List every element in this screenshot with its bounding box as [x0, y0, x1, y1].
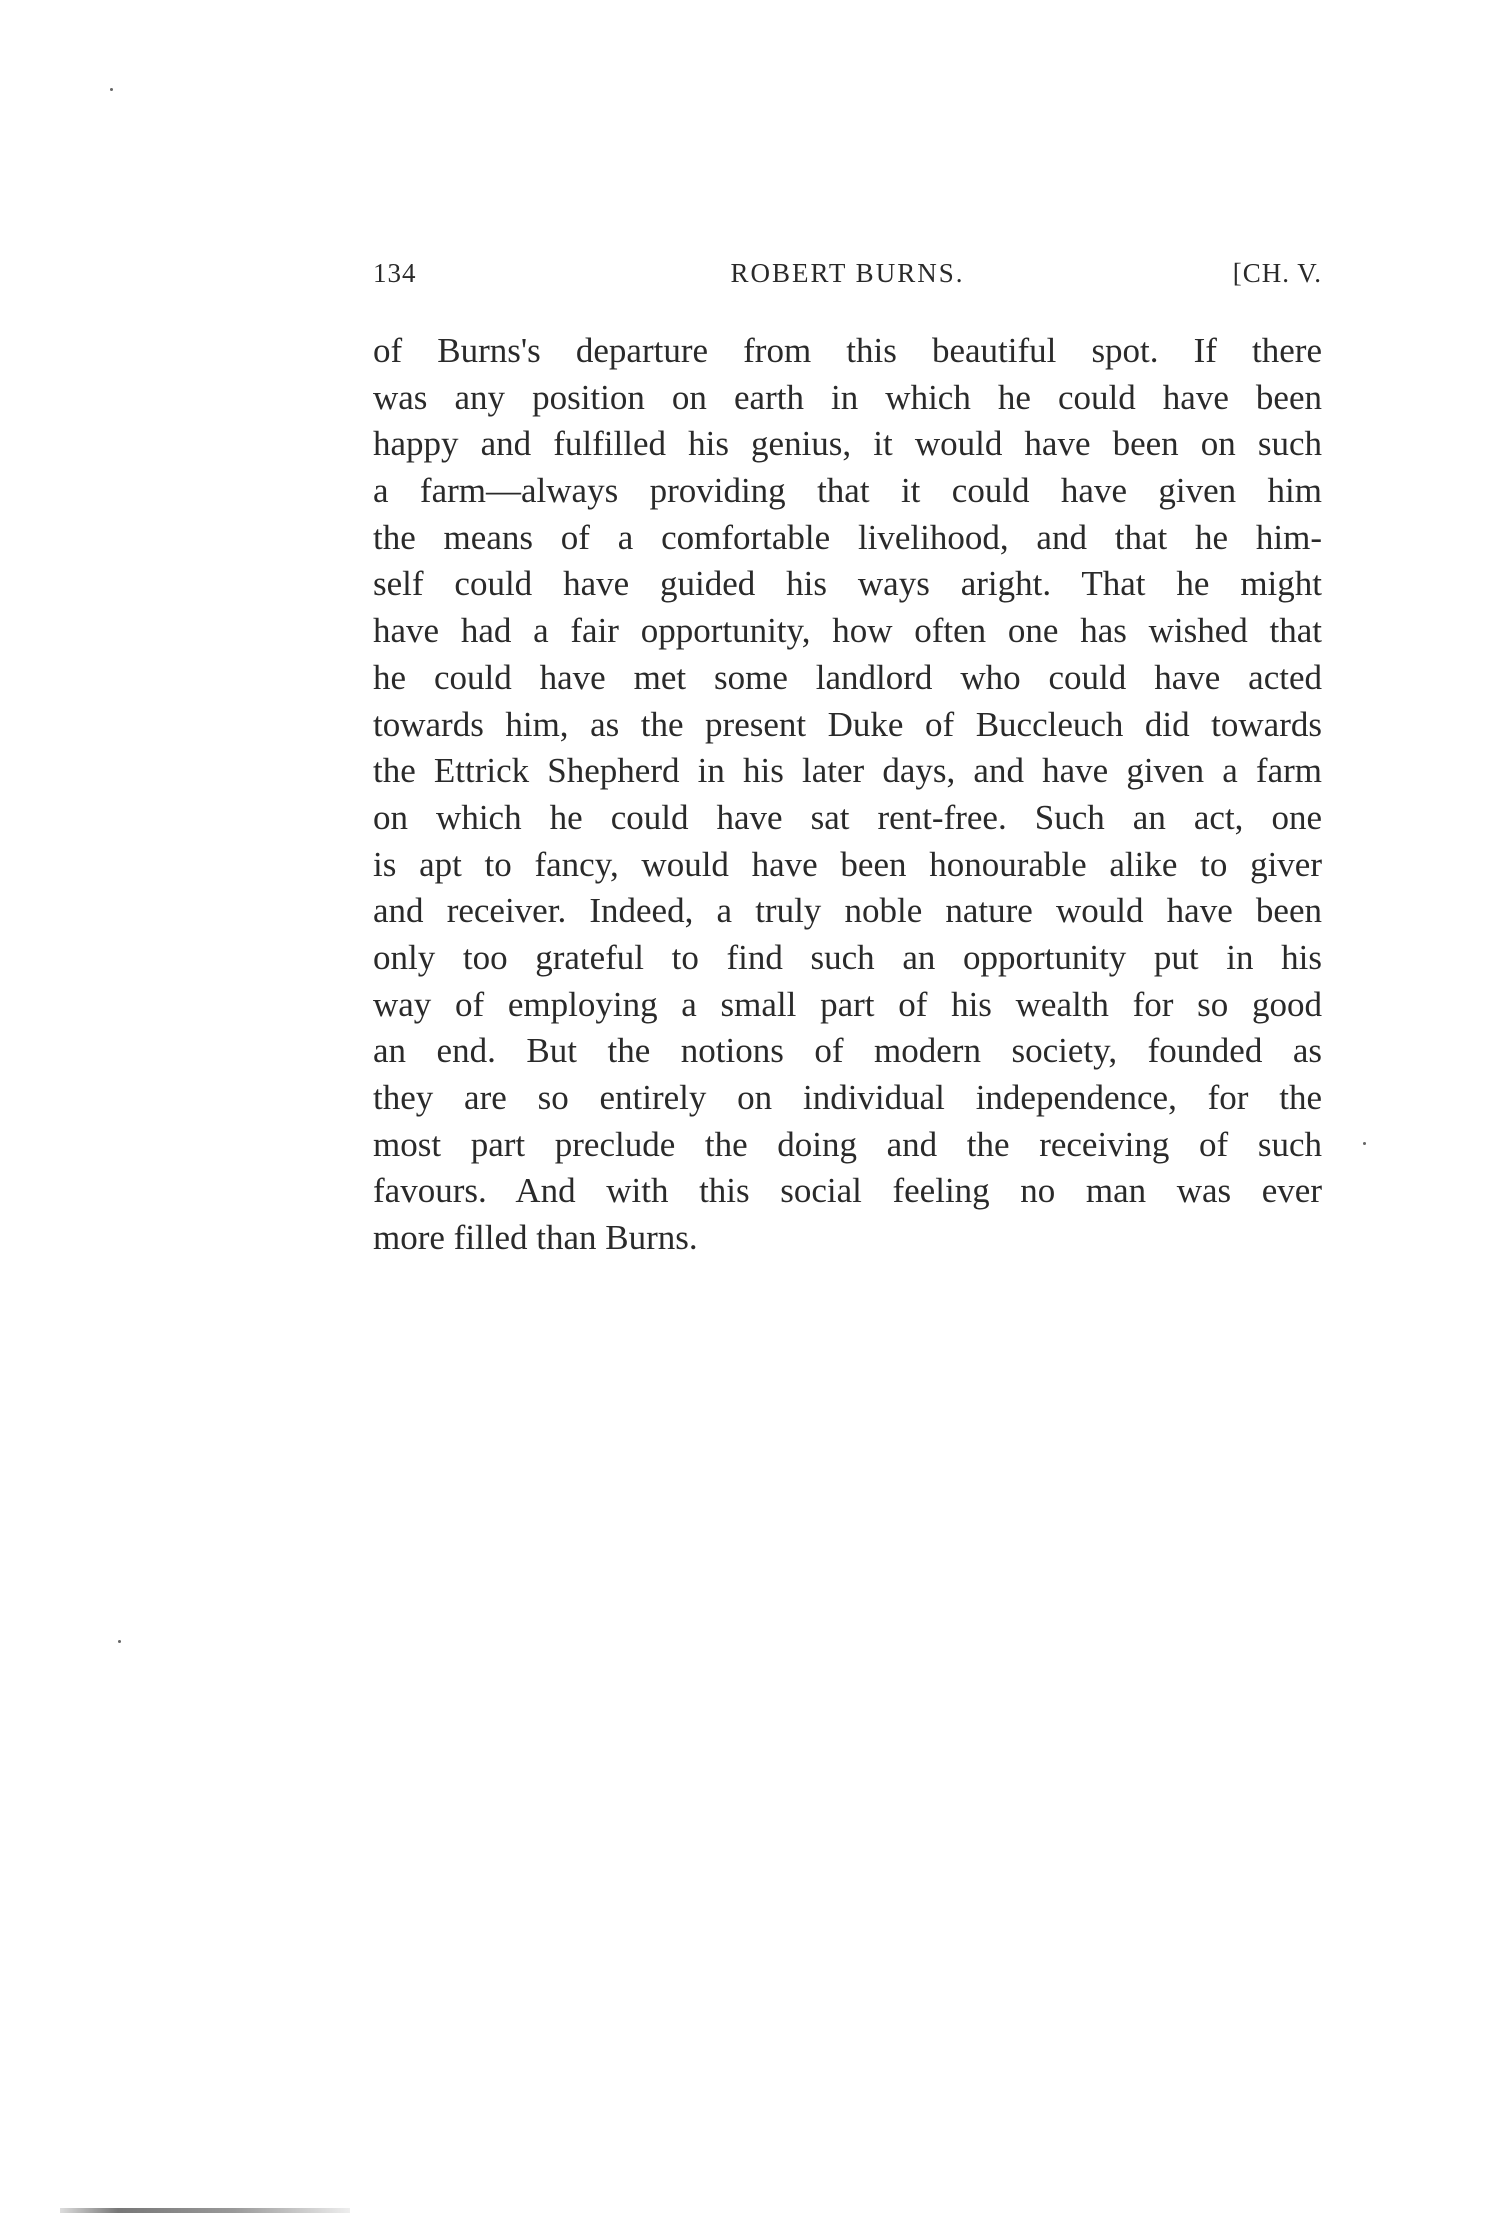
running-header	[373, 258, 1322, 292]
text-line: a farm—always providing that it could have given him	[373, 471, 1322, 511]
page-number: 134	[373, 258, 417, 288]
scan-speck	[1363, 1142, 1366, 1145]
text-line: way of employing a small part of his wealth for so good	[373, 984, 1322, 1024]
text-line: was any position on earth in which he could have been	[373, 377, 1322, 417]
text-line: is apt to fancy, would have been honourable alike to giver	[373, 844, 1322, 884]
text-line: more filled than Burns.	[373, 1218, 698, 1258]
scan-speck	[118, 1640, 121, 1643]
text-line: self could have guided his ways aright. That he might	[373, 564, 1322, 604]
text-line: and receiver. Indeed, a truly noble nature would have been	[373, 891, 1322, 931]
scan-speck	[110, 88, 113, 91]
text-line: of Burns's departure from this beautiful spot. If there	[373, 331, 1322, 370]
text-line: an end. But the notions of modern society, founded as	[373, 1031, 1322, 1071]
text-line: the Ettrick Shepherd in his later days, and have given a farm	[373, 751, 1322, 791]
text-line: happy and fulfilled his genius, it would have been on such	[373, 424, 1322, 464]
text-line: only too grateful to find such an opportunity put in his	[373, 937, 1322, 977]
text-line: he could have met some landlord who could have acted	[373, 657, 1322, 697]
body-text	[373, 328, 1322, 1262]
text-line: favours. And with this social feeling no man was ever	[373, 1171, 1322, 1211]
running-title: ROBERT BURNS.	[730, 258, 965, 288]
text-line: on which he could have sat rent-free. Such an act, one	[373, 797, 1322, 837]
scan-artifact	[60, 2208, 350, 2213]
text-line: they are so entirely on individual independence, for the	[373, 1078, 1322, 1117]
text-line: the means of a comfortable livelihood, and that he him-	[373, 517, 1322, 557]
text-line: have had a fair opportunity, how often one has wished that	[373, 611, 1322, 651]
text-line: most part preclude the doing and the receiving of such	[373, 1124, 1322, 1164]
chapter-label: [CH. V.	[1232, 258, 1322, 288]
text-line: towards him, as the present Duke of Buccleuch did towards	[373, 704, 1322, 744]
